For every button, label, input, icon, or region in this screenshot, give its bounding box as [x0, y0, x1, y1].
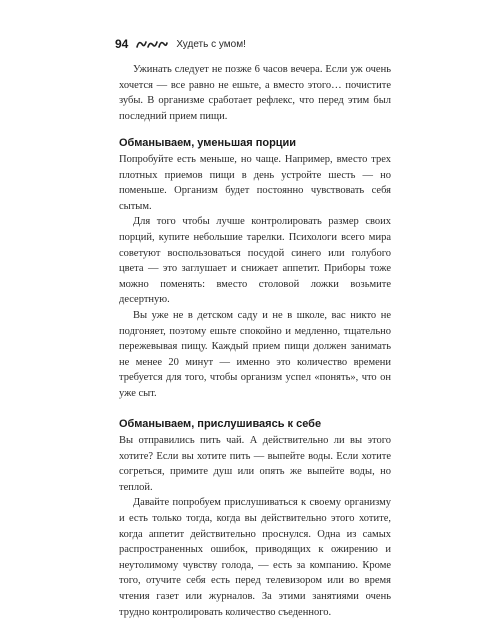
running-title: Худеть с умом! [176, 38, 246, 50]
section-heading-listening: Обманываем, прислушиваясь к себе [119, 418, 322, 431]
ornament-logo-icon [136, 39, 168, 49]
paragraph: Вы отправились пить чай. А действительно ли вы этого хотите? Если вы хотите пить — выпейте воды. Если хотите согреться, примите душ или опять же выпейте воды, но теплой. [119, 435, 391, 493]
page-content [119, 62, 391, 620]
page-number: 94 [115, 37, 129, 51]
paragraph: Попробуйте есть меньше, но чаще. Например, вместо трех плотных приемов пищи в день устройте шесть — но поменьше. Организм будет постоянно чувствовать себя сытым. [119, 153, 391, 212]
paragraph: Для того чтобы лучше контролировать размер своих порций, купите небольшие тарелки. Психологи всего мира советуют воспользоваться посудой синего или голубого цвета — это заглушает и снижает аппетит. Приборы тоже можно поменять: вместо столовой ложки возьмите десертную. [119, 216, 391, 306]
intro-paragraph: Ужинать следует не позже 6 часов вечера. Если уж очень хочется — все равно не ешьте, а вместо этого… почистите зубы. В организме сработает рефлекс, что перед этим был последний прием пищи. [119, 64, 391, 122]
paragraph: Вы уже не в детском саду и не в школе, вас никто не подгоняет, поэтому ешьте спокойно и медленно, тщательно пережевывая пищу. Каждый прием пищи должен занимать не менее 20 минут — именно это количество времени требуется для того, чтобы организм успел «понять», что он уже сыт. [119, 309, 391, 399]
paragraph: Давайте попробуем прислушиваться к своему организму и есть только тогда, когда вы действительно этого хотите, когда аппетит действительно проснулся. Одна из самых распространенных ошибок, приводящих к ожирению и неутолимому чувству голода, — есть за компанию. Кроме того, отучите себя есть перед телевизором или во время чтения газет или журналов. За этими занятиями очень трудно контролировать количество съеденного. [119, 497, 391, 618]
section-heading-portions: Обманываем, уменьшая порции [119, 137, 297, 150]
page-header [115, 37, 246, 51]
